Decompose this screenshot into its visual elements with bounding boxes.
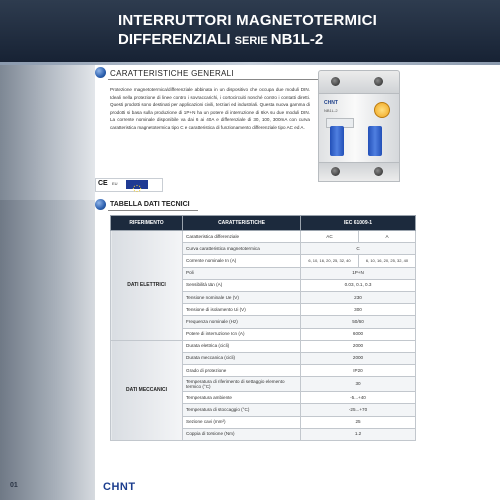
certification-strip (95, 178, 163, 192)
left-sidebar-lower (0, 200, 95, 500)
row-value: 25 (301, 416, 416, 428)
table-row (111, 340, 416, 352)
row-value: 6000 (301, 328, 416, 340)
section-divider (108, 210, 198, 211)
row-label: Frequenza nominale (Hz) (183, 316, 301, 328)
row-value: 1P+N (301, 267, 416, 279)
group-label: DATI MECCANICI (111, 340, 183, 440)
row-value: -25...+70 (301, 404, 416, 416)
row-label: Sezione cavi (mm²) (183, 416, 301, 428)
column-header: IEC 61009-1 (301, 216, 416, 231)
screw-icon (374, 167, 383, 176)
page-title-line2 (118, 31, 323, 48)
row-value: -5...+40 (301, 392, 416, 404)
page-number: 01 (10, 482, 18, 489)
row-value: IP20 (301, 365, 416, 377)
row-label: Temperatura di riferimento di settaggio elemento termico (°C) (183, 377, 301, 392)
screw-icon (331, 77, 340, 86)
row-value: 1.2 (301, 428, 416, 440)
row-value: A (359, 231, 416, 243)
row-value: C (301, 243, 416, 255)
brand-logo: CHNT (103, 481, 136, 493)
row-label: Grado di protezione (183, 365, 301, 377)
row-label: Temperatura di stoccaggio (°C) (183, 404, 301, 416)
column-header: CARATTERISTICHE (183, 216, 301, 231)
breaker-lever-left (330, 126, 344, 156)
section-title-table: TABELLA DATI TECNICI (110, 201, 190, 208)
eu-flag-icon (126, 180, 148, 189)
row-label: Potere di interruzione Icn (A) (183, 328, 301, 340)
row-value: 2000 (301, 352, 416, 364)
header-banner (0, 0, 500, 62)
table-header-row (111, 216, 416, 231)
screw-icon (331, 167, 340, 176)
row-value: 2000 (301, 340, 416, 352)
row-label: Curva caratteristica magnetotermica (183, 243, 301, 255)
section-divider (108, 79, 323, 80)
general-description: Protezione magnetotermica/differenziale abbinata in un dispositivo che occupa due moduli DIN. Ideali nella protezione di linee contro i sovraccarichi, i cortocircuiti nonché contro i contatti diretti. Questi prodotti sono destinati per applicazioni civili, terziari ed industriali. Questa nuova gamma di prodotti si basa sulla produzione di 1P+N ha un potere di interruzione di 6kA su due moduli DIN. La corrente nominale disponibile va dai 6 ai 40A e differenziale di 30, 100, 300mA con curva caratteristica magnetotermica tipo C e caratteristica di funzionamento differenziale tipo AC ed A. (110, 87, 310, 130)
title-model: NB1L-2 (270, 31, 324, 48)
group-label: DATI ELETTRICI (111, 231, 183, 341)
column-header: RIFERIMENTO (111, 216, 183, 231)
row-label: Caratteristica differenziale (183, 231, 301, 243)
row-label: Temperatura ambiente (183, 392, 301, 404)
row-value: 30 (301, 377, 416, 392)
row-label: Sensibilità I∆n (A) (183, 279, 301, 291)
breaker-brand: CHNT (324, 100, 338, 106)
screw-icon (374, 77, 383, 86)
row-label: Corrente nominale In (A) (183, 255, 301, 267)
bullet-icon (95, 199, 106, 210)
row-label: Tensione di isolamento Ui (V) (183, 304, 301, 316)
row-value: 6, 10, 16, 20, 25, 32, 40 (359, 255, 416, 267)
eu-label: EU (112, 181, 118, 186)
row-label: Durata meccanica (cicli) (183, 352, 301, 364)
bullet-icon (95, 67, 106, 78)
page-title-line1: INTERRUTTORI MAGNETOTERMICI (118, 12, 378, 29)
test-button-icon (374, 102, 390, 118)
section-title-general: CARATTERISTICHE GENERALI (110, 69, 234, 78)
row-value: 230 (301, 291, 416, 303)
table-row (111, 231, 416, 243)
header-divider (0, 62, 500, 65)
product-image (316, 70, 400, 180)
row-label: Coppia di torsione (Nm) (183, 428, 301, 440)
title-main: DIFFERENZIALI (118, 31, 235, 48)
row-value: 0.03, 0.1, 0.3 (301, 279, 416, 291)
breaker-lever-right (368, 126, 382, 156)
title-series: SERIE (234, 35, 271, 47)
breaker-model: NB1L-2 (324, 108, 338, 113)
row-value: AC (301, 231, 359, 243)
row-value: 300 (301, 304, 416, 316)
row-label: Durata elettrica (cicli) (183, 340, 301, 352)
ce-mark-icon: CE (98, 180, 108, 187)
row-value: 6, 10, 16, 20, 25, 32, 40 (301, 255, 359, 267)
row-label: Tensione nominale Ue (V) (183, 291, 301, 303)
row-value: 50/60 (301, 316, 416, 328)
row-label: Poli (183, 267, 301, 279)
technical-data-table (110, 215, 416, 441)
